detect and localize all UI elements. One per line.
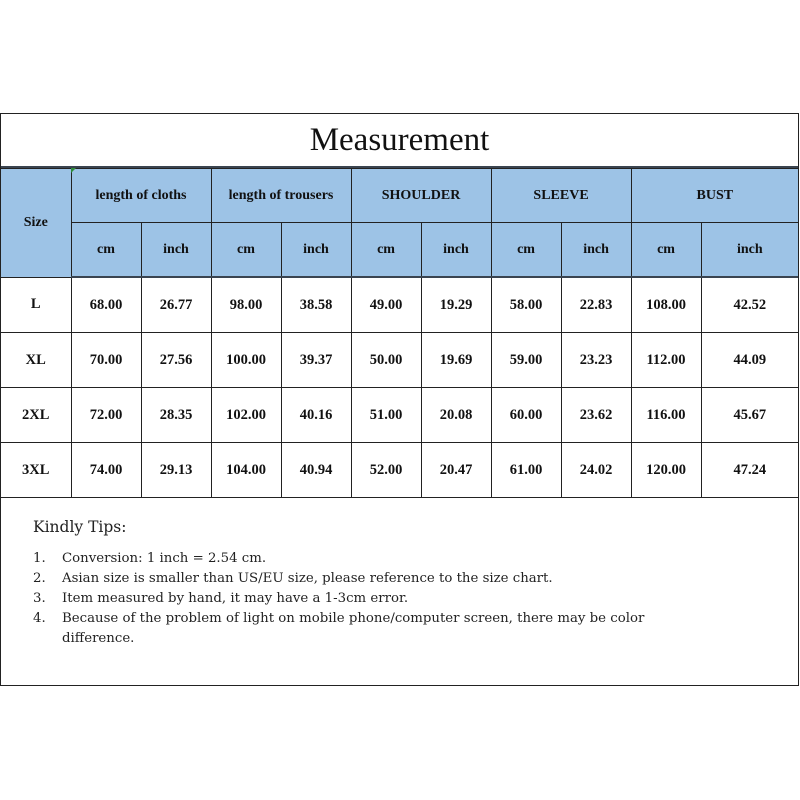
value-cell: 20.08 (421, 388, 491, 443)
unit-header: cm (71, 223, 141, 278)
unit-header: cm (491, 223, 561, 278)
value-cell: 27.56 (141, 333, 211, 388)
value-cell: 45.67 (701, 388, 798, 443)
unit-header: cm (351, 223, 421, 278)
tip-number: 2. (33, 571, 46, 586)
value-cell: 74.00 (71, 443, 141, 498)
chart-title: Measurement (1, 114, 798, 168)
value-cell: 47.24 (701, 443, 798, 498)
value-cell: 98.00 (211, 277, 281, 333)
value-cell: 39.37 (281, 333, 351, 388)
value-cell: 50.00 (351, 333, 421, 388)
tip-text: Conversion: 1 inch = 2.54 cm. (62, 551, 267, 566)
size-cell: XL (1, 333, 71, 388)
unit-header: inch (421, 223, 491, 278)
cell-comment-marker-icon (71, 168, 76, 173)
unit-header: cm (631, 223, 701, 278)
tip-item (33, 549, 702, 569)
value-cell: 49.00 (351, 277, 421, 333)
value-cell: 51.00 (351, 388, 421, 443)
value-cell: 112.00 (631, 333, 701, 388)
header-row-units (1, 223, 798, 278)
value-cell: 72.00 (71, 388, 141, 443)
value-cell: 40.16 (281, 388, 351, 443)
value-cell: 20.47 (421, 443, 491, 498)
value-cell: 70.00 (71, 333, 141, 388)
value-cell: 29.13 (141, 443, 211, 498)
value-cell: 61.00 (491, 443, 561, 498)
tip-text: Because of the problem of light on mobile phone/computer screen, there may be color difference. (62, 611, 645, 646)
value-cell: 22.83 (561, 277, 631, 333)
value-cell: 116.00 (631, 388, 701, 443)
size-cell: L (1, 277, 71, 333)
group-header-length-of-trousers: length of trousers (211, 169, 351, 223)
value-cell: 40.94 (281, 443, 351, 498)
unit-header: cm (211, 223, 281, 278)
value-cell: 68.00 (71, 277, 141, 333)
group-header-length-of-cloths: length of cloths (71, 169, 211, 223)
group-header-bust: BUST (631, 169, 798, 223)
value-cell: 23.62 (561, 388, 631, 443)
value-cell: 19.69 (421, 333, 491, 388)
table-row (1, 333, 798, 388)
value-cell: 108.00 (631, 277, 701, 333)
table-row (1, 277, 798, 333)
tips-list (33, 549, 702, 649)
value-cell: 58.00 (491, 277, 561, 333)
value-cell: 52.00 (351, 443, 421, 498)
unit-header: inch (281, 223, 351, 278)
value-cell: 44.09 (701, 333, 798, 388)
tips-title: Kindly Tips: (33, 518, 127, 536)
group-header-shoulder: SHOULDER (351, 169, 491, 223)
value-cell: 23.23 (561, 333, 631, 388)
group-header-sleeve: SLEEVE (491, 169, 631, 223)
tip-text: Item measured by hand, it may have a 1-3cm error. (62, 591, 409, 606)
value-cell: 104.00 (211, 443, 281, 498)
value-cell: 42.52 (701, 277, 798, 333)
unit-header: inch (561, 223, 631, 278)
value-cell: 24.02 (561, 443, 631, 498)
value-cell: 100.00 (211, 333, 281, 388)
value-cell: 38.58 (281, 277, 351, 333)
tip-item (33, 589, 702, 609)
unit-header: inch (141, 223, 211, 278)
size-header: Size (1, 169, 71, 278)
size-chart (0, 113, 799, 686)
value-cell: 60.00 (491, 388, 561, 443)
tip-number: 3. (33, 591, 46, 606)
size-cell: 3XL (1, 443, 71, 498)
tip-item (33, 569, 702, 589)
header-row-groups (1, 169, 798, 223)
value-cell: 19.29 (421, 277, 491, 333)
tip-number: 4. (33, 611, 46, 626)
size-cell: 2XL (1, 388, 71, 443)
value-cell: 120.00 (631, 443, 701, 498)
value-cell: 28.35 (141, 388, 211, 443)
tip-text: Asian size is smaller than US/EU size, please reference to the size chart. (62, 571, 553, 586)
tips-section (1, 500, 798, 685)
value-cell: 102.00 (211, 388, 281, 443)
tip-item (33, 609, 702, 649)
value-cell: 26.77 (141, 277, 211, 333)
size-table (1, 168, 798, 498)
tip-number: 1. (33, 551, 46, 566)
table-row (1, 443, 798, 498)
table-row (1, 388, 798, 443)
unit-header: inch (701, 223, 798, 278)
value-cell: 59.00 (491, 333, 561, 388)
